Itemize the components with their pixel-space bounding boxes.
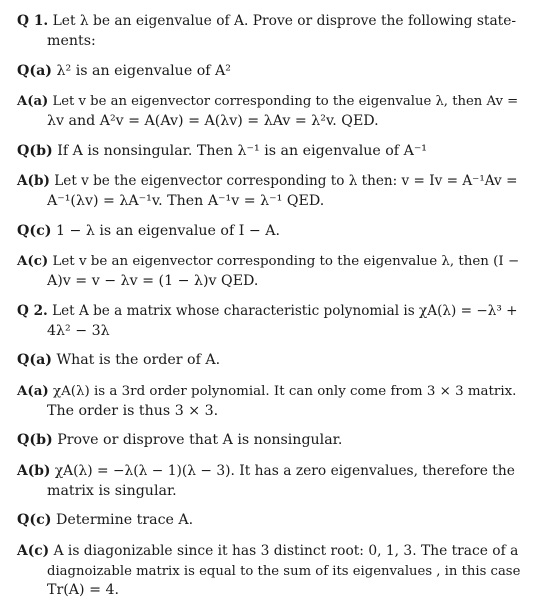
question-2c [17,511,517,531]
answer-2c [17,542,521,601]
question-1-text-line-1: Let λ be an eigenvalue of A. Prove or disprove the following state- [52,13,517,29]
question-1b-text: If A is nonsingular. Then λ⁻¹ is an eigenvalue of A⁻¹ [57,143,427,159]
question-2-line-1 [17,302,517,322]
answer-1c-text-line-1: Let v be an eigenvector corresponding to the eigenvalue λ, then (I − [52,254,520,269]
answer-2b [17,462,517,501]
question-1a-text: λ² is an eigenvalue of A² [56,63,231,79]
question-1c-label: Q(c) [17,223,52,239]
question-2b-text: Prove or disprove that A is nonsingular. [57,432,343,448]
answer-1b-line-1 [17,172,517,192]
answer-2b-line-1 [17,462,517,482]
question-2-label: Q 2. [17,303,48,319]
question-2a [17,351,517,371]
answer-2a-line-1 [17,382,517,402]
answer-2a-label: A(a) [17,383,49,399]
answer-1a-text-line-2: λv and A²v = A(Av) = A(λv) = λAv = λ²v. QED. [47,112,379,129]
answer-1b-label: A(b) [17,173,50,189]
question-2a-label: Q(a) [17,352,52,368]
answer-1a-line-1 [17,92,517,112]
answer-1c-text-line-2: A)v = v − λv = (1 − λ)v QED. [47,272,259,289]
question-2c-text: Determine trace A. [55,512,194,528]
question-1a [17,62,517,82]
answer-2c-text-line-3: Tr(A) = 4. [47,582,120,598]
question-1b [17,142,517,162]
question-2a-line [17,351,517,371]
question-2 [17,302,517,341]
answer-2b-label: A(b) [17,463,51,479]
question-2-text-line-2: 4λ² − 3λ [47,322,110,339]
question-1 [17,12,517,51]
question-1-text-line-2: ments: [47,32,96,49]
question-1b-line [17,142,517,162]
question-1-line-1 [17,12,517,32]
question-1c-text: 1 − λ is an eigenvalue of I − A. [55,223,280,239]
question-2a-text: What is the order of A. [56,352,221,368]
question-2b [17,431,517,451]
answer-1a-label: A(a) [17,94,49,109]
question-2b-label: Q(b) [17,432,53,448]
answer-1c-label: A(c) [17,253,49,269]
question-1b-label: Q(b) [17,143,53,159]
answer-2c-line-1 [17,542,517,562]
question-1c-line [17,222,517,242]
answer-1c [17,252,520,291]
answer-2c-text-line-2: diagnoizable matrix is equal to the sum of its eigenvalues , in this case [47,563,521,579]
answer-1b-text-line-1: Let v be the eigenvector corresponding to λ then: v = Iv = A⁻¹Av = [54,173,518,189]
question-1c [17,222,517,242]
answer-2a [17,382,517,421]
answer-2c-text-line-1: A is diagonizable since it has 3 distinct root: 0, 1, 3. The trace of a [53,543,519,559]
question-1-label: Q 1. [17,13,49,29]
answer-2b-text-line-2: matrix is singular. [47,482,177,499]
question-2c-line [17,511,517,531]
answer-2a-text-line-1: χA(λ) is a 3rd order polynomial. It can only come from 3 × 3 matrix. [53,384,517,399]
answer-1b [17,172,517,211]
answer-2c-label: A(c) [17,543,50,559]
answer-2b-text-line-1: χA(λ) = −λ(λ − 1)(λ − 3). It has a zero eigenvalues, therefore the [54,463,515,479]
question-2-text-line-1: Let A be a matrix whose characteristic polynomial is χA(λ) = −λ³ + [52,303,518,319]
question-2b-line [17,431,517,451]
answer-2a-text-line-2: The order is thus 3 × 3. [47,402,219,419]
question-1a-line [17,62,517,82]
question-1a-label: Q(a) [17,63,52,79]
answer-1c-line-1 [17,252,520,272]
answer-1a [17,92,517,131]
answer-1a-text-line-1: Let v be an eigenvector corresponding to the eigenvalue λ, then Av = [52,94,519,109]
answer-1b-text-line-2: A⁻¹(λv) = λA⁻¹v. Then A⁻¹v = λ⁻¹ QED. [47,192,325,209]
question-2c-label: Q(c) [17,512,52,528]
